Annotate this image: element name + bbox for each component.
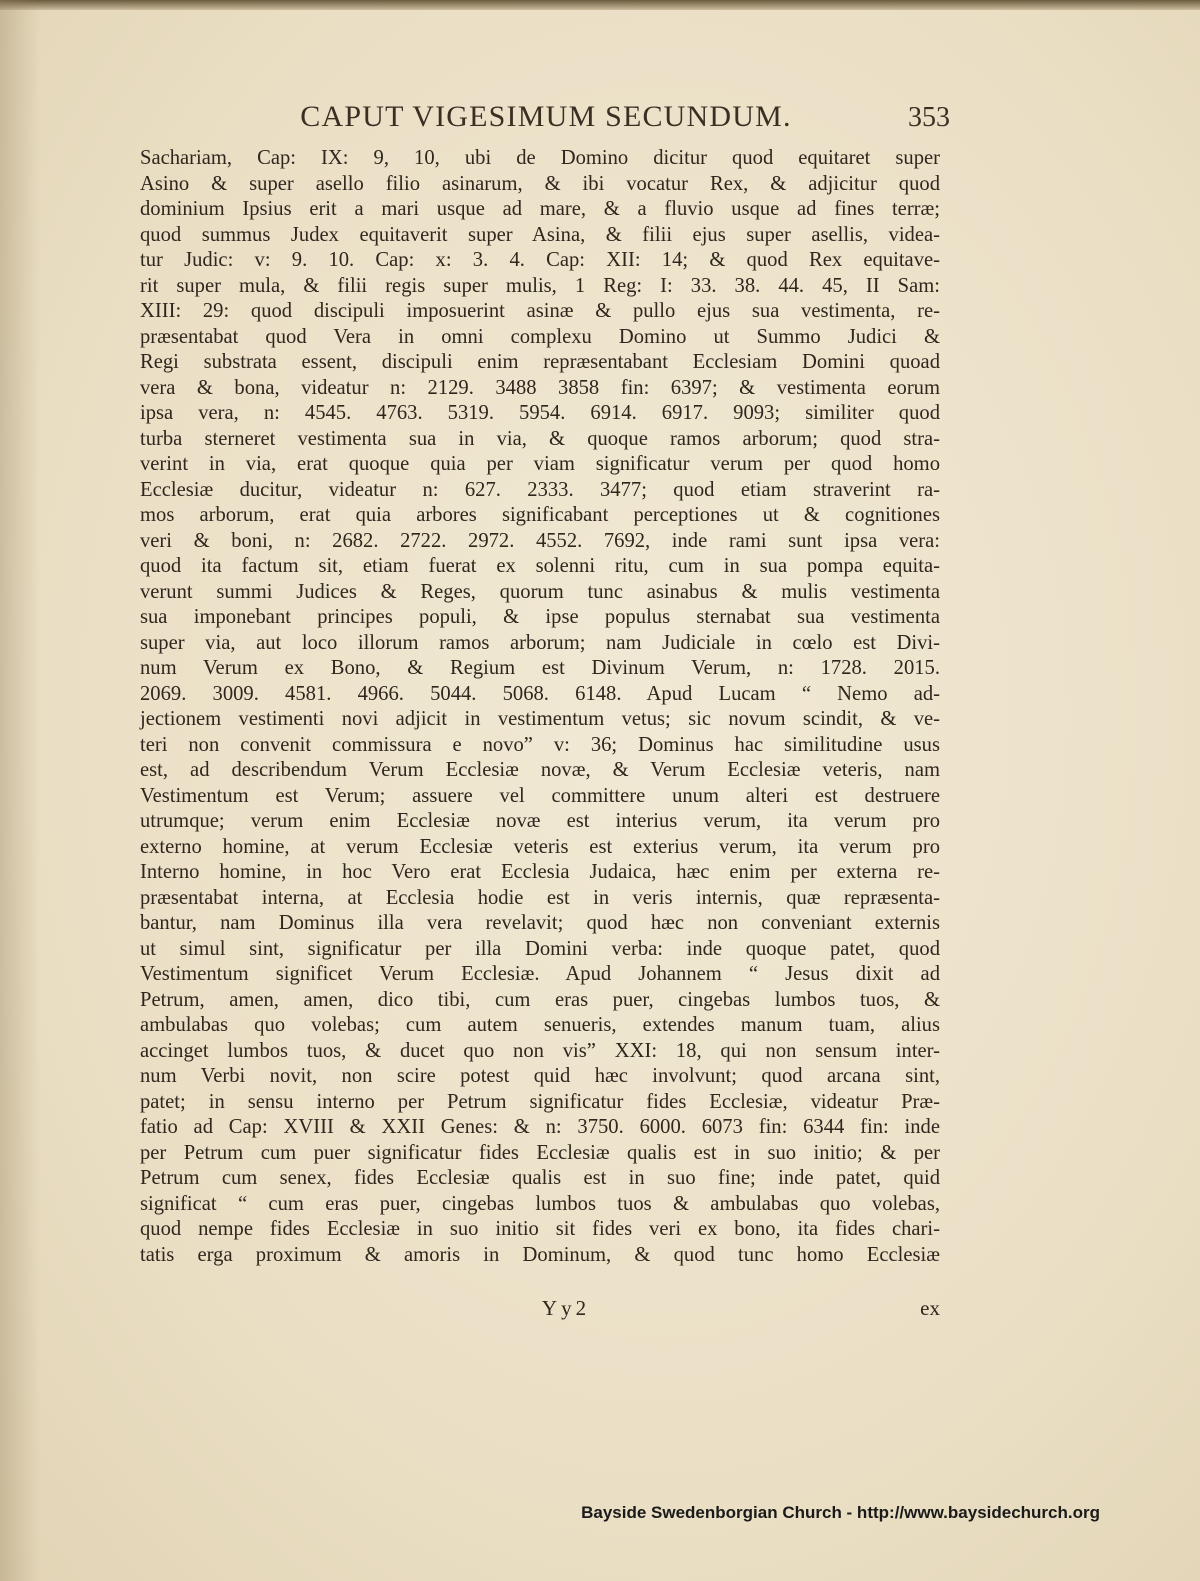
- text-line: XIII: 29: quod discipuli imposuerint asinæ & pullo ejus sua vestimenta, re-: [140, 300, 940, 322]
- body-text: [140, 146, 940, 1286]
- text-line: super via, aut loco illorum ramos arborum; nam Judiciale in cœlo est Divi-: [140, 631, 940, 654]
- text-line: quod ita factum sit, etiam fuerat ex solenni ritu, cum in sua pompa equita-: [140, 555, 940, 577]
- text-line: verint in via, erat quoque quia per viam significatur verum per quod homo: [140, 453, 940, 475]
- text-line: quod summus Judex equitaverit super Asina, & filii ejus super asellis, videa-: [140, 223, 940, 246]
- text-line: vera & bona, videatur n: 2129. 3488 3858 fin: 6397; & vestimenta eorum: [140, 376, 940, 399]
- text-line: Petrum cum senex, fides Ecclesiæ qualis est in suo fine; inde patet, quid: [140, 1167, 940, 1189]
- text-line: fatio ad Cap: XVIII & XXII Genes: & n: 3750. 6000. 6073 fin: 6344 fin: inde: [140, 1116, 940, 1138]
- text-line: num Verum ex Bono, & Regium est Divinum Verum, n: 1728. 2015.: [140, 657, 940, 679]
- running-head: [150, 100, 950, 140]
- text-line: ut simul sint, significatur per illa Domini verba: inde quoque patet, quod: [140, 937, 940, 960]
- text-line: sua imponebant principes populi, & ipse populus sternabat sua vestimenta: [140, 606, 940, 628]
- text-line: Ecclesiæ ducitur, videatur n: 627. 2333. 3477; quod etiam straverint ra-: [140, 478, 940, 501]
- text-line: mos arborum, erat quia arbores significabant perceptiones ut & cognitiones: [140, 504, 940, 526]
- text-line: Sachariam, Cap: IX: 9, 10, ubi de Domino dicitur quod equitaret super: [140, 147, 940, 169]
- text-line: tur Judic: v: 9. 10. Cap: x: 3. 4. Cap: XII: 14; & quod Rex equitave-: [140, 249, 940, 271]
- text-line: patet; in sensu interno per Petrum significatur fides Ecclesiæ, videatur Præ-: [140, 1090, 940, 1113]
- text-line: rit super mula, & filii regis super mulis, 1 Reg: I: 33. 38. 44. 45, II Sam:: [140, 274, 940, 297]
- text-line: significat “ cum eras puer, cingebas lumbos tuos & ambulabas quo volebas,: [140, 1192, 940, 1215]
- text-line: præsentabat quod Vera in omni complexu Domino ut Summo Judici &: [140, 325, 940, 348]
- text-line: Petrum, amen, amen, dico tibi, cum eras puer, cingebas lumbos tuos, &: [140, 988, 940, 1011]
- text-line: tatis erga proximum & amoris in Dominum, & quod tunc homo Ecclesiæ: [140, 1243, 940, 1266]
- text-line: ambulabas quo volebas; cum autem senueris, extendes manum tuam, alius: [140, 1014, 940, 1036]
- text-line: ipsa vera, n: 4545. 4763. 5319. 5954. 6914. 6917. 9093; similiter quod: [140, 402, 940, 424]
- text-line: Vestimentum significet Verum Ecclesiæ. Apud Johannem “ Jesus dixit ad: [140, 963, 940, 985]
- chapter-title: CAPUT VIGESIMUM SECUNDUM.: [300, 100, 792, 133]
- text-line: Vestimentum est Verum; assuere vel committere unum alteri est destruere: [140, 784, 940, 807]
- signature-mark: Yy2: [541, 1296, 591, 1320]
- text-line: per Petrum cum puer significatur fides Ecclesiæ qualis est in suo initio; & per: [140, 1141, 940, 1164]
- page-spine-shadow: [0, 0, 40, 1581]
- text-line: turba sterneret vestimenta sua in via, & quoque ramos arborum; quod stra-: [140, 427, 940, 450]
- text-line: Interno homine, in hoc Vero erat Ecclesia Judaica, hæc enim per externa re-: [140, 861, 940, 883]
- page-number: 353: [908, 102, 950, 133]
- text-line: accinget lumbos tuos, & ducet quo non vis” XXI: 18, qui non sensum inter-: [140, 1039, 940, 1062]
- text-line: verunt summi Judices & Reges, quorum tunc asinabus & mulis vestimenta: [140, 580, 940, 603]
- text-line: est, ad describendum Verum Ecclesiæ novæ, & Verum Ecclesiæ veteris, nam: [140, 759, 940, 781]
- text-line: præsentabat interna, at Ecclesia hodie est in veris internis, quæ repræsenta-: [140, 886, 940, 909]
- text-line: jectionem vestimenti novi adjicit in vestimentum vetus; sic novum scindit, & ve-: [140, 708, 940, 730]
- text-line: Asino & super asello filio asinarum, & ibi vocatur Rex, & adjicitur quod: [140, 172, 940, 195]
- text-line: utrumque; verum enim Ecclesiæ novæ est interius verum, ita verum pro: [140, 810, 940, 832]
- text-line: teri non convenit commissura e novo” v: 36; Dominus hac similitudine usus: [140, 733, 940, 756]
- text-line: num Verbi novit, non scire potest quid hæc involvunt; quod arcana sint,: [140, 1065, 940, 1087]
- text-line: Regi substrata essent, discipuli enim repræsentabant Ecclesiam Domini quoad: [140, 351, 940, 373]
- text-line: veri & boni, n: 2682. 2722. 2972. 4552. 7692, inde rami sunt ipsa vera:: [140, 529, 940, 552]
- text-line: externo homine, at verum Ecclesiæ veteris est exterius verum, ita verum pro: [140, 835, 940, 858]
- source-watermark: Bayside Swedenborgian Church - http://www.baysidechurch.org: [581, 1503, 1100, 1522]
- page-top-edge: [0, 0, 1200, 10]
- catchword: ex: [920, 1296, 940, 1320]
- text-line: 2069. 3009. 4581. 4966. 5044. 5068. 6148. Apud Lucam “ Nemo ad-: [140, 682, 940, 705]
- page-footer: [140, 1296, 940, 1326]
- text-line: [140, 1268, 940, 1294]
- text-line: bantur, nam Dominus illa vera revelavit; quod hæc non conveniant externis: [140, 912, 940, 934]
- text-line: quod nempe fides Ecclesiæ in suo initio sit fides veri ex bono, ita fides chari-: [140, 1218, 940, 1240]
- text-line: dominium Ipsius erit a mari usque ad mare, & a fluvio usque ad fines terræ;: [140, 198, 940, 220]
